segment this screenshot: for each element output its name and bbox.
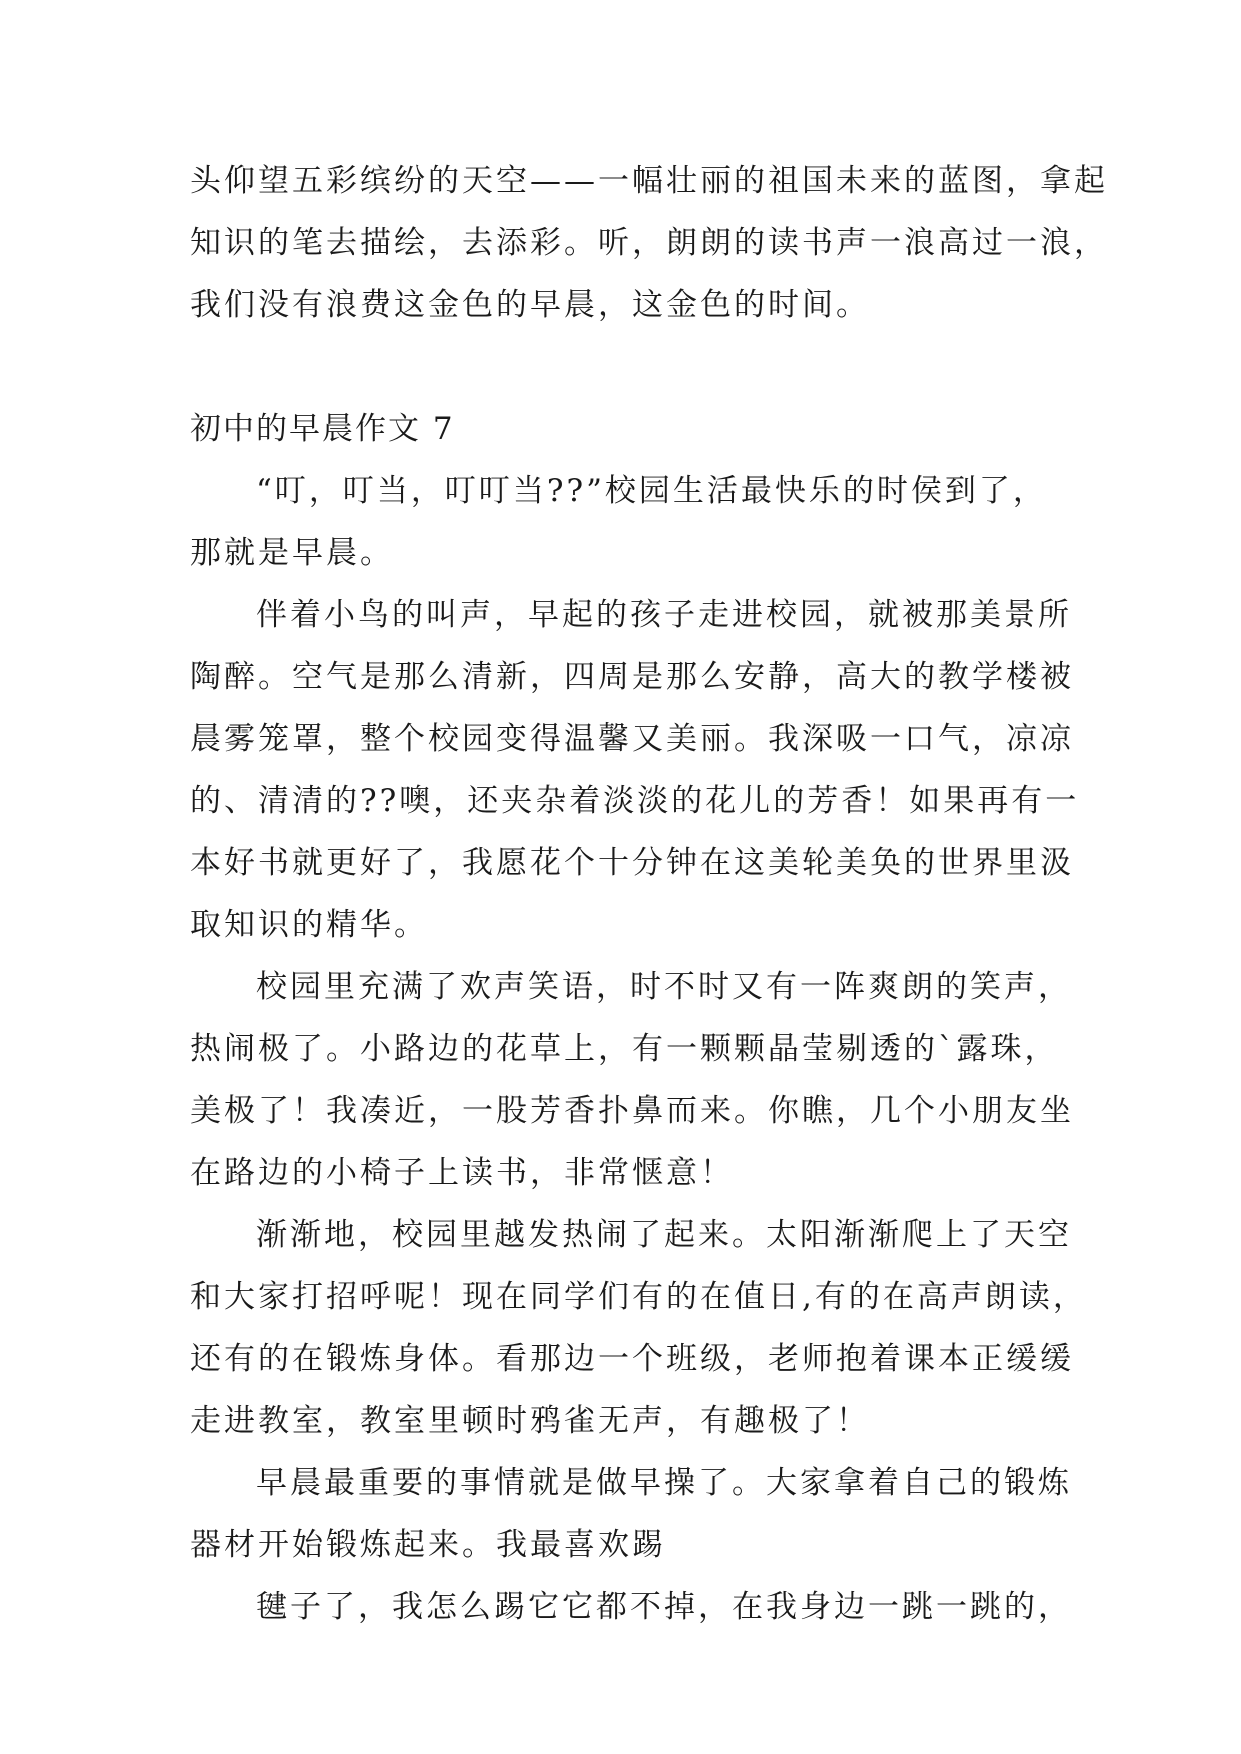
text-line: 和大家打招呼呢！现在同学们有的在值日,有的在高声朗读， [190, 1279, 1087, 1315]
text-line: 晨雾笼罩，整个校园变得温馨又美丽。我深吸一口气，凉凉 [190, 721, 1074, 757]
paragraph-gap [190, 336, 1050, 398]
text-line: 取知识的精华。 [190, 907, 428, 943]
paragraph [190, 1204, 1087, 1452]
text-line: 那就是早晨。 [190, 535, 394, 571]
text-line: 我们没有浪费这金色的早晨，这金色的时间。 [190, 287, 870, 323]
document-body [190, 150, 1108, 1638]
paragraph [190, 956, 1074, 1204]
section-heading: 初中的早晨作文 7 [190, 411, 455, 447]
text-line: 热闹极了。小路边的花草上，有一颗颗晶莹剔透的`露珠， [190, 1031, 1059, 1067]
text-line: 在路边的小椅子上读书，非常惬意！ [190, 1155, 734, 1191]
paragraph [190, 460, 1050, 584]
text-line: 美极了！我凑近，一股芳香扑鼻而来。你瞧，几个小朋友坐 [190, 1093, 1074, 1129]
text-line: 还有的在锻炼身体。看那边一个班级，老师抱着课本正缓缓 [190, 1341, 1074, 1377]
text-line: 器材开始锻炼起来。我最喜欢踢 [190, 1527, 666, 1563]
text-line: 渐渐地，校园里越发热闹了起来。太阳渐渐爬上了天空 [256, 1217, 1072, 1253]
text-line: 走进教室，教室里顿时鸦雀无声，有趣极了！ [190, 1403, 870, 1439]
text-line: 的、清清的??噢，还夹杂着淡淡的花儿的芳香！如果再有一 [190, 783, 1080, 819]
paragraph [190, 584, 1080, 956]
text-line: “叮，叮当，叮叮当??”校园生活最快乐的时侯到了， [256, 473, 1047, 509]
text-line: 毽子了，我怎么踢它它都不掉，在我身边一跳一跳的， [256, 1589, 1072, 1625]
text-line: 知识的笔去描绘，去添彩。听，朗朗的读书声一浪高过一浪， [190, 225, 1108, 261]
paragraph [190, 1576, 1072, 1638]
text-line: 校园里充满了欢声笑语，时不时又有一阵爽朗的笑声， [256, 969, 1072, 1005]
text-line: 早晨最重要的事情就是做早操了。大家拿着自己的锻炼 [256, 1465, 1072, 1501]
paragraph [190, 1452, 1072, 1576]
intro-passage [190, 150, 1108, 336]
text-line: 伴着小鸟的叫声，早起的孩子走进校园，就被那美景所 [256, 597, 1072, 633]
text-line: 陶醉。空气是那么清新，四周是那么安静，高大的教学楼被 [190, 659, 1074, 695]
text-line: 头仰望五彩缤纷的天空——一幅壮丽的祖国未来的蓝图，拿起 [190, 163, 1108, 199]
text-line: 本好书就更好了，我愿花个十分钟在这美轮美奂的世界里汲 [190, 845, 1074, 881]
